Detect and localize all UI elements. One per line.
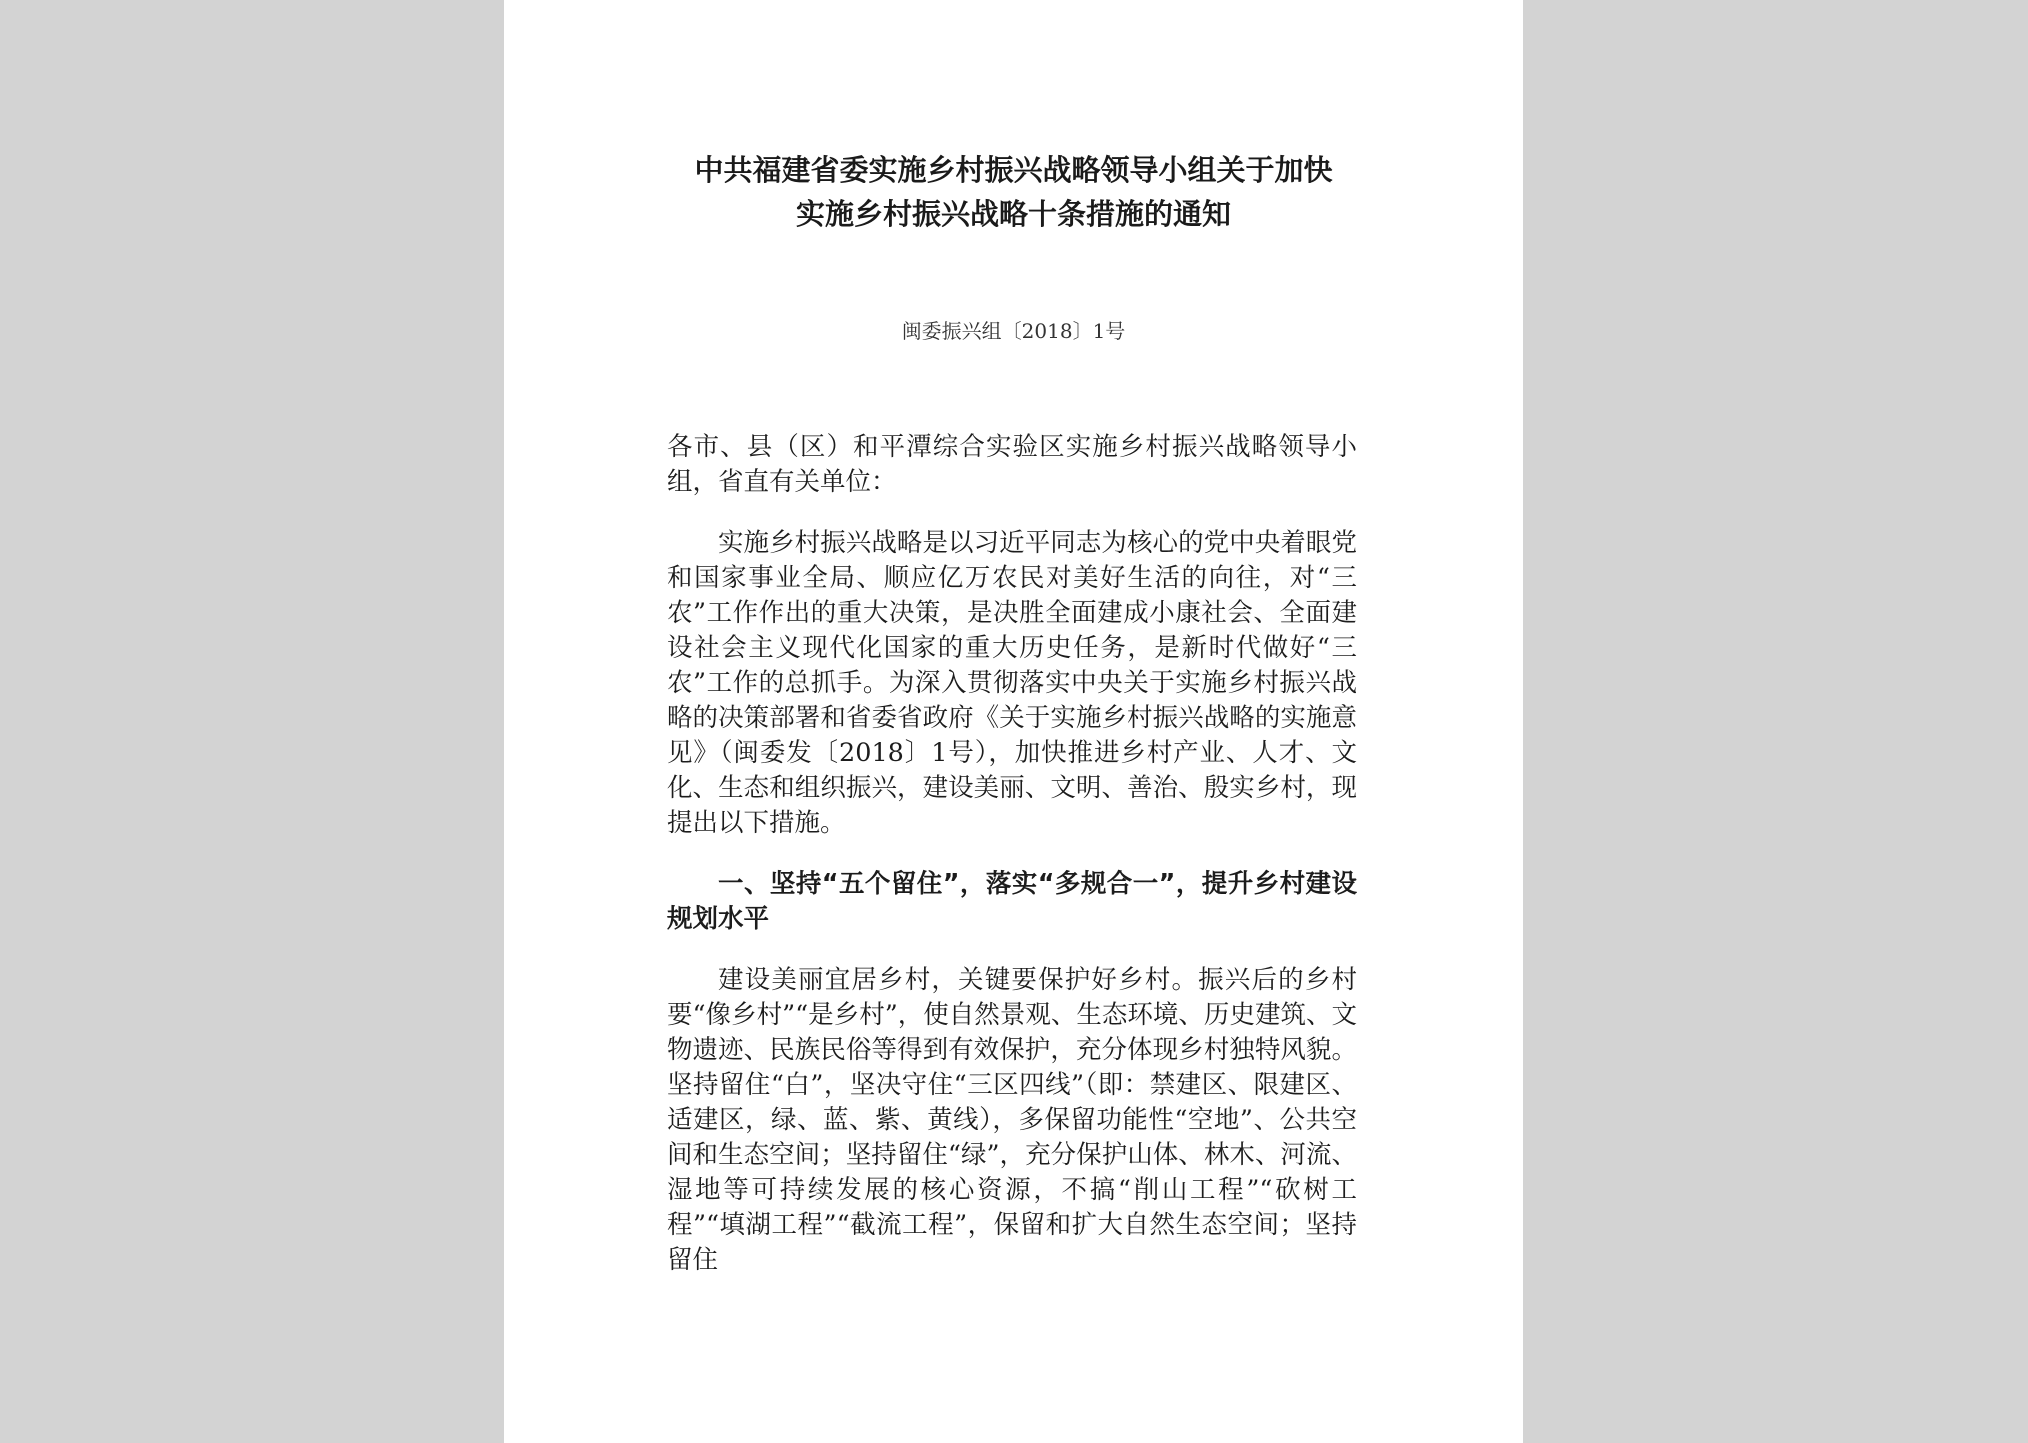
document-title — [504, 148, 1523, 236]
paragraph-section-1: 建设美丽宜居乡村，关键要保护好乡村。振兴后的乡村要“像乡村”“是乡村”，使自然景观、生态环境、历史建筑、文物遗迹、民族民俗等得到有效保护，充分体现乡村独特风貌。坚持留住“白”，坚决守住“三区四线”（即：禁建区、限建区、适建区，绿、蓝、紫、黄线），多保留功能性“空地”、公共空间和生态空间；坚持留住“绿”，充分保护山体、林木、河流、湿地等可持续发展的核心资源，不搞“削山工程”“砍树工程”“填湖工程”“截流工程”，保留和扩大自然生态空间；坚持留住 — [667, 965, 1357, 1275]
document-page — [504, 0, 1523, 1443]
title-line-1: 中共福建省委实施乡村振兴战略领导小组关于加快 — [694, 153, 1333, 187]
addressee: 各市、县（区）和平潭综合实验区实施乡村振兴战略领导小组，省直有关单位： — [667, 432, 1357, 497]
document-number: 闽委振兴组〔2018〕1号 — [901, 319, 1126, 343]
paragraph-intro: 实施乡村振兴战略是以习近平同志为核心的党中央着眼党和国家事业全局、顺应亿万农民对美好生活的向往，对“三农”工作作出的重大决策，是决胜全面建成小康社会、全面建设社会主义现代化国家的重大历史任务，是新时代做好“三农”工作的总抓手。为深入贯彻落实中央关于实施乡村振兴战略的决策部署和省委省政府《关于实施乡村振兴战略的实施意见》（闽委发〔2018〕1号），加快推进乡村产业、人才、文化、生态和组织振兴，建设美丽、文明、善治、殷实乡村，现提出以下措施。 — [667, 528, 1357, 838]
title-line-2: 实施乡村振兴战略十条措施的通知 — [795, 197, 1231, 231]
section-heading-1: 一、坚持“五个留住”，落实“多规合一”，提升乡村建设规划水平 — [667, 869, 1357, 934]
document-body — [667, 430, 1357, 1304]
